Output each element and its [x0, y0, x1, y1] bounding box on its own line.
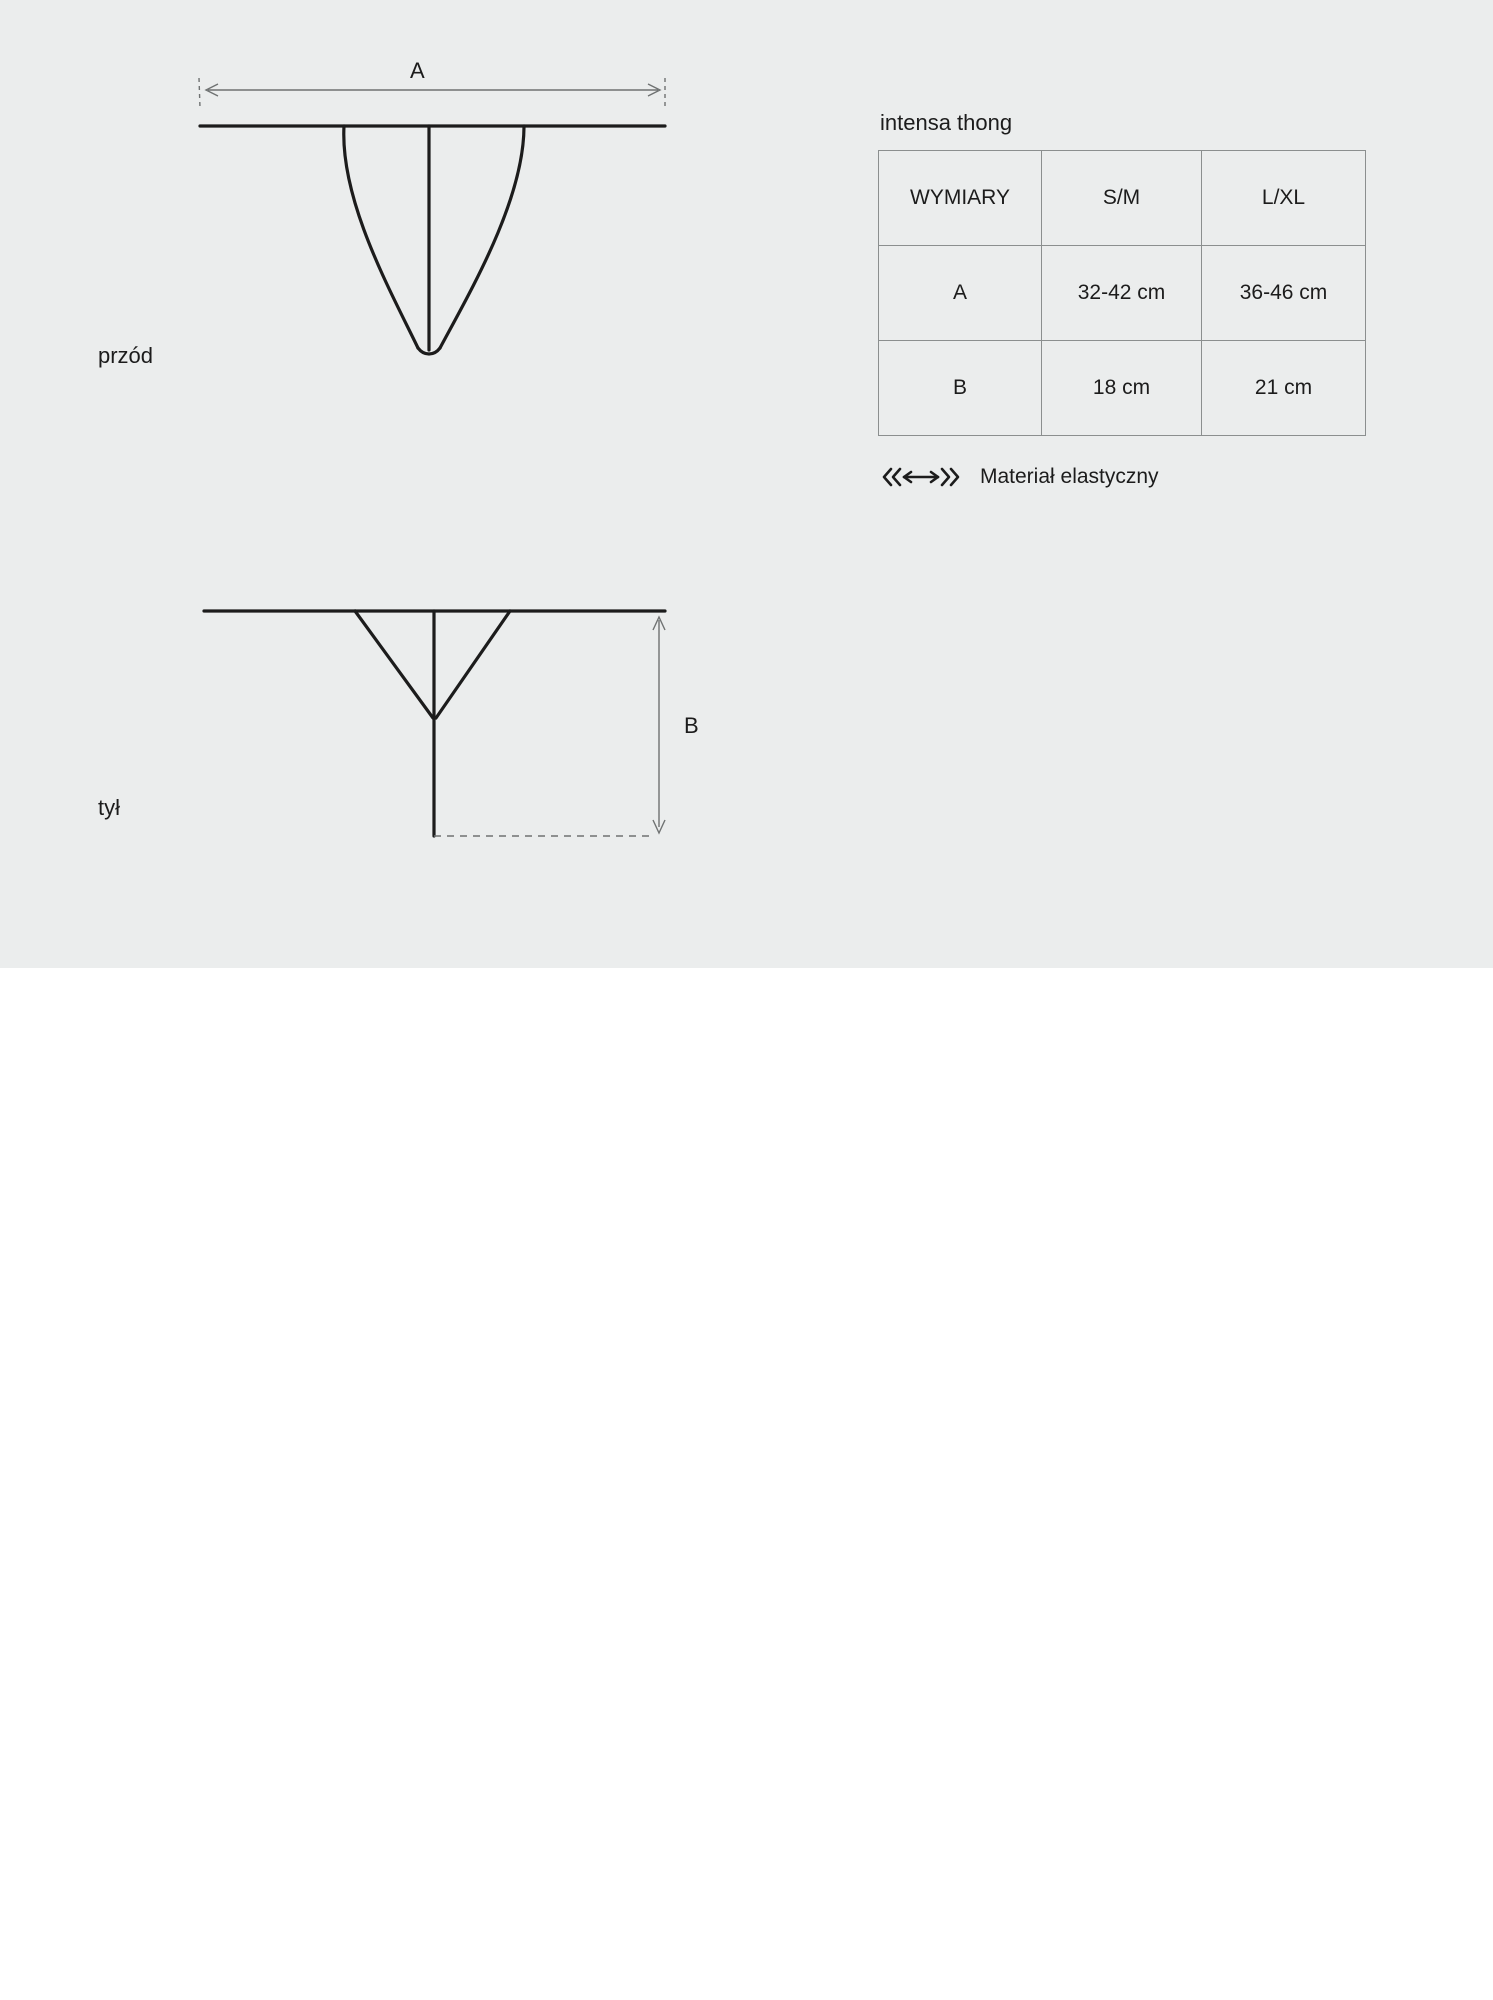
row-b-sm: 18 cm	[1042, 341, 1202, 436]
front-garment-outline	[200, 126, 665, 354]
size-table-block	[878, 110, 1378, 490]
dimension-b-label: B	[684, 713, 699, 738]
size-chart-panel	[0, 0, 1493, 968]
stretch-material-note	[882, 464, 1378, 490]
row-a-dimension: A	[879, 246, 1042, 341]
front-view-label: przód	[98, 343, 154, 368]
table-row	[879, 246, 1366, 341]
dimension-a-label: A	[410, 58, 425, 83]
row-b-dimension: B	[879, 341, 1042, 436]
row-a-lxl: 36-46 cm	[1202, 246, 1366, 341]
dimension-a-guides	[199, 78, 665, 108]
table-header-lxl: L/XL	[1202, 151, 1366, 246]
product-title: intensa thong	[880, 110, 1013, 135]
garment-diagram-svg	[0, 0, 800, 968]
table-header-wymiary: WYMIARY	[879, 151, 1042, 246]
back-garment-outline	[204, 611, 665, 836]
row-a-sm: 32-42 cm	[1042, 246, 1202, 341]
row-b-lxl: 21 cm	[1202, 341, 1366, 436]
dimension-b-guides	[434, 617, 665, 836]
double-arrow-icon	[882, 464, 960, 490]
table-row	[879, 341, 1366, 436]
back-view-label: tył	[98, 795, 120, 820]
table-header-sm: S/M	[1042, 151, 1202, 246]
garment-diagram-area	[0, 0, 800, 968]
table-header-row	[879, 151, 1366, 246]
stretch-material-label: Materiał elastyczny	[980, 465, 1159, 488]
size-table	[878, 150, 1366, 436]
